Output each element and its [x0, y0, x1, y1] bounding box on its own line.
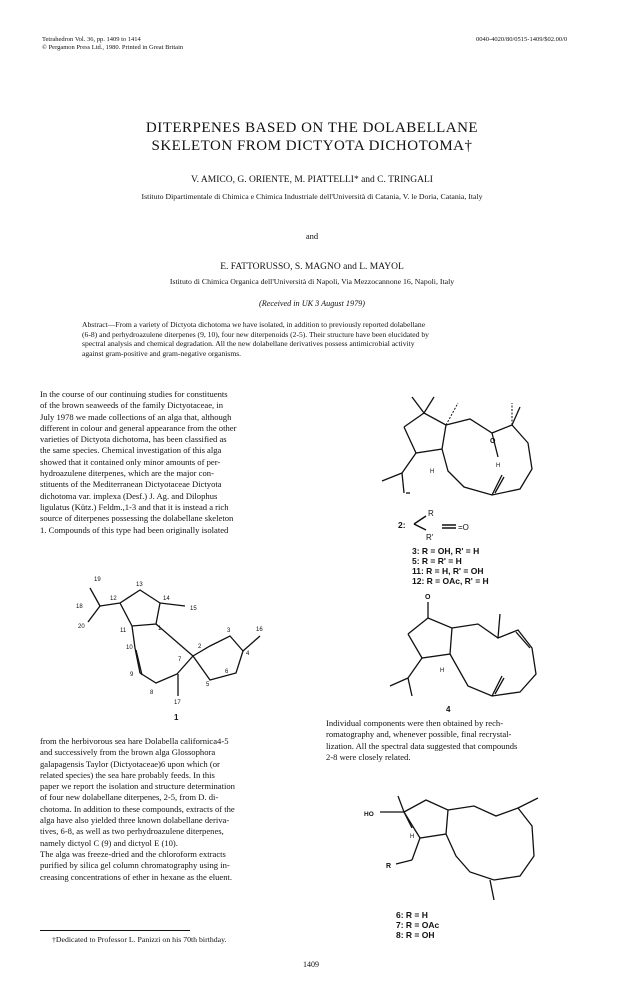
- atom-number: 10: [126, 645, 133, 651]
- text-line: romatography and, whenever possible, final recrystal-: [326, 729, 512, 740]
- abstract-line: against gram-positive and gram-negative organisms.: [82, 348, 242, 358]
- r-label: R: [428, 509, 434, 518]
- atom-number: 13: [136, 582, 143, 588]
- atom-number: 3: [227, 628, 231, 634]
- and-separator: and: [305, 231, 319, 241]
- press-line: © Pergamon Press Ltd., 1980. Printed in Great Britain: [42, 44, 184, 51]
- hydrogen-label: H: [440, 668, 445, 674]
- oxo-label: =O: [458, 523, 469, 532]
- text-line: dichotoma var. implexa (Desf.) J. Ag. and Dilophus: [40, 490, 218, 501]
- variant: 5: R = R' = H: [412, 556, 462, 566]
- text-line: July 1978 we made collections of an alga that, although: [40, 411, 232, 422]
- text-line: The alga was freeze-dried and the chloroform extracts: [40, 848, 226, 859]
- hydroxyl-label: HO: [364, 811, 374, 818]
- compound-label-1: 1: [174, 713, 179, 722]
- footnote: †Dedicated to Professor L. Panizzi on his 70th birthday.: [52, 935, 227, 944]
- r-group-key: [386, 506, 486, 546]
- text-line: Individual components were then obtained by rech-: [326, 718, 504, 728]
- structure-1: [60, 548, 290, 723]
- text-line: the same species. Chemical investigation of this alga: [40, 445, 222, 456]
- text-line: source of diterpenes possessing the dolabellane skeleton: [40, 513, 234, 524]
- atom-number: 7: [178, 657, 182, 663]
- variant: 6: R = H: [396, 910, 428, 920]
- text-line: stituents of the Mediterranean Dictyotaceae Dictyota: [40, 479, 222, 490]
- text-line: galapagensis Taylor (Dictyotaceae)6 upon which (or: [40, 758, 220, 769]
- text-line: of four new dolabellane diterpenes, 2-5, from D. di-: [40, 792, 219, 803]
- structure-6: [352, 776, 582, 906]
- atom-number: 12: [110, 596, 117, 602]
- text-line: creasing concentrations of ether in hexane as the eluent.: [40, 871, 233, 882]
- text-line: and successively from the brown alga Glossophora: [40, 747, 216, 758]
- atom-number: 6: [225, 669, 229, 675]
- compound-prefix: 2:: [398, 520, 406, 530]
- journal-code: 0040-4020/80/0515-1409/$02.00/0: [476, 36, 568, 43]
- text-line: different in colour and general appearance from the other: [40, 422, 237, 433]
- text-line: from the herbivorous sea hare Dolabella californica4-5: [40, 736, 229, 746]
- atom-number: 18: [76, 604, 83, 610]
- atom-number: 5: [206, 682, 210, 688]
- atom-number: 17: [174, 700, 181, 706]
- hydrogen-label: H: [410, 834, 415, 840]
- variant-list-6: [396, 910, 439, 940]
- authors-group-1: V. AMICO, G. ORIENTE, M. PIATTELLI* and C. TRINGALI: [191, 175, 433, 185]
- hydrogen-label: H: [496, 463, 501, 469]
- text-line: paper we report the isolation and structure determination: [40, 781, 235, 792]
- atom-number: 11: [120, 628, 127, 634]
- text-line: 2-8 were closely related.: [326, 751, 411, 762]
- variant: 7: R = OAc: [396, 920, 440, 930]
- abstract-line: spectral analysis and chemical degradation. All the new dolabellane derivatives possess antimicrobial activity: [82, 339, 415, 349]
- variant-list-2: [412, 546, 489, 586]
- text-line: varieties of Dictyota dichotoma, has been classified as: [40, 434, 227, 445]
- left-column-text: [40, 389, 302, 536]
- left-column-text-2: [40, 736, 302, 883]
- atom-number: 2: [198, 644, 202, 650]
- atom-number: 14: [163, 596, 170, 602]
- text-line: lization. All the spectral data suggested that compounds: [326, 740, 518, 751]
- text-line: hydroazulene diterpenes, which are the major con-: [40, 468, 214, 479]
- footnote-rule: [40, 930, 190, 931]
- variant: 12: R = OAc, R' = H: [412, 576, 489, 586]
- authors-group-2: E. FATTORUSSO, S. MAGNO and L. MAYOL: [220, 262, 404, 272]
- received-date: (Received in UK 3 August 1979): [258, 299, 366, 308]
- text-line: related species) the sea hare probably feeds. In this: [40, 769, 215, 780]
- institution-2: Istituto di Chimica Organica dell'Università di Napoli, Via Mezzocannone 16, Napoli, Italy: [169, 277, 455, 286]
- text-line: chotoma. In addition to these compounds, extracts of the: [40, 803, 235, 814]
- variant: 11: R = H, R' = OH: [412, 566, 484, 576]
- variant: 3: R = OH, R' = H: [412, 546, 480, 556]
- compound-label-4: 4: [446, 705, 451, 714]
- atom-number: 4: [246, 651, 250, 657]
- abstract-line: (6-8) and perhydroazulene diterpenes (9, 10), four new diterpenoids (2-5). Their structure have been elucidated by: [82, 329, 429, 339]
- institution-1: Istituto Dipartimentale di Chimica e Chimica Industriale dell'Università di Catania, V. le Doria, Catania, Italy: [141, 192, 483, 201]
- oxygen-label: O: [425, 594, 431, 601]
- structure-4: [370, 588, 560, 714]
- page-number: 1409: [303, 960, 319, 969]
- structure-2: [352, 385, 562, 520]
- text-line: ligulatus (Kütz.) Feldm.,1-3 and that it is instead a rich: [40, 501, 229, 512]
- journal-line: Tetrahedron Vol. 36, pp. 1409 to 1414: [42, 36, 141, 43]
- title-line-1: DITERPENES BASED ON THE DOLABELLANE: [145, 120, 479, 136]
- r-prime-label: R': [426, 533, 434, 542]
- text-line: showed that it contained only minor amounts of per-: [40, 456, 221, 467]
- text-line: purified by silica gel column chromatography using in-: [40, 860, 230, 871]
- hydrogen-label: H: [430, 469, 435, 475]
- atom-number: 8: [150, 690, 154, 696]
- text-line: alga have also yielded three known dolabellane deriva-: [40, 815, 230, 826]
- abstract: [82, 320, 547, 358]
- atom-number: 19: [94, 577, 101, 583]
- r-label: R: [386, 863, 392, 870]
- text-line: tives, 6-8, as well as two perhydroazulene diterpenes,: [40, 826, 224, 837]
- right-column-text: [326, 718, 588, 763]
- oxygen-label: O: [490, 438, 496, 445]
- title-line-2: SKELETON FROM DICTYOTA DICHOTOMA†: [151, 138, 473, 154]
- atom-number: 16: [256, 627, 263, 633]
- atom-number: 15: [190, 606, 197, 612]
- text-line: In the course of our continuing studies for constituents: [40, 389, 228, 399]
- atom-number: 9: [130, 672, 134, 678]
- atom-number: 20: [78, 624, 85, 630]
- abstract-line: Abstract—From a variety of Dictyota dichotoma we have isolated, in addition to previously reported dolabellane: [82, 320, 426, 329]
- text-line: namely dictyol C (9) and dictyol E (10).: [40, 837, 178, 848]
- variant: 8: R = OH: [396, 930, 435, 940]
- text-line: 1. Compounds of this type had been originally isolated: [40, 524, 229, 535]
- text-line: of the brown seaweeds of the family Dictyotaceae, in: [40, 400, 224, 411]
- atom-number: 1: [158, 626, 162, 632]
